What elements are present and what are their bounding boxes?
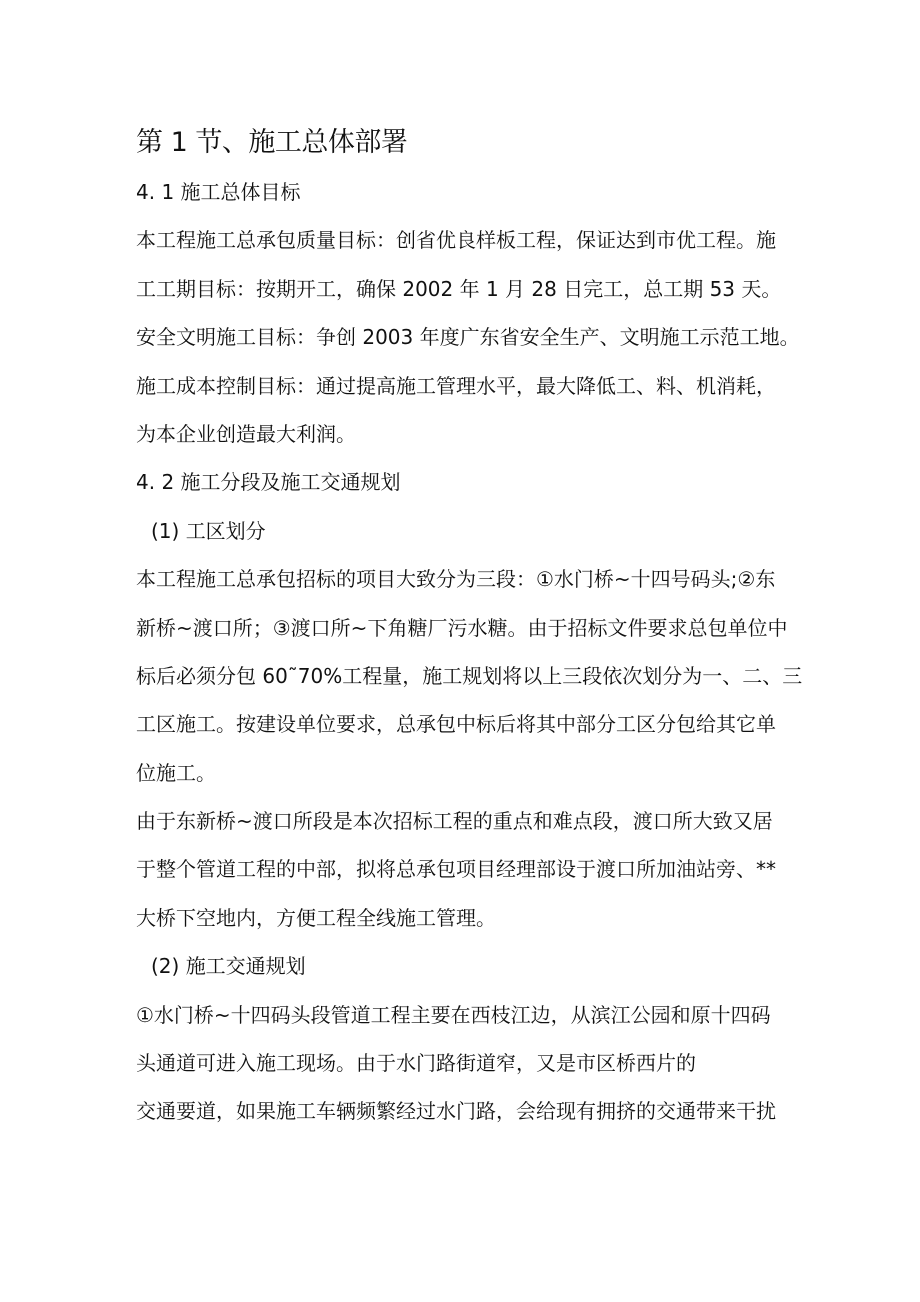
paragraph-line: 大桥下空地内，方便工程全线施工管理。 — [136, 905, 496, 930]
paragraph-line: 为本企业创造最大利润。 — [136, 421, 356, 446]
paragraph-line: 头通道可进入施工现场。由于水门路街道窄，又是市区桥西片的 — [136, 1051, 696, 1076]
item-heading: (1) 工区划分 — [151, 518, 266, 543]
section-title: 第 1 节、施工总体部署 — [136, 127, 408, 158]
paragraph-line: 工工期目标：按期开工，确保 2002 年 1 月 28 日完工，总工期 53 天。 — [136, 276, 782, 301]
paragraph-line: 由于东新桥~渡口所段是本次招标工程的重点和难点段，渡口所大致又居 — [136, 809, 773, 834]
paragraph-line: 标后必须分包 60˜70%工程量，施工规划将以上三段依次划分为一、二、三 — [136, 663, 803, 688]
paragraph-line: 本工程施工总承包招标的项目大致分为三段：①水门桥~十四号码头;②东 — [136, 567, 776, 592]
subsection-heading: 4. 1 施工总体目标 — [136, 180, 301, 204]
paragraph-line: ①水门桥~十四码头段管道工程主要在西枝江边，从滨江公园和原十四码 — [136, 1002, 771, 1027]
paragraph-line: 本工程施工总承包质量目标：创省优良样板工程，保证达到市优工程。施 — [136, 228, 776, 253]
subsection-heading: 4. 2 施工分段及施工交通规划 — [136, 470, 401, 495]
paragraph-line: 于整个管道工程的中部，拟将总承包项目经理部设于渡口所加油站旁、** — [136, 857, 776, 882]
paragraph-line: 新桥~渡口所；③渡口所~下角糖厂污水糖。由于招标文件要求总包单位中 — [136, 615, 788, 640]
paragraph-line: 位施工。 — [136, 760, 216, 785]
document-body — [136, 118, 803, 1136]
paragraph-line: 工区施工。按建设单位要求，总承包中标后将其中部分工区分包给其它单 — [136, 712, 776, 737]
item-heading: (2) 施工交通规划 — [151, 954, 306, 979]
paragraph-line: 安全文明施工目标：争创 2003 年度广东省安全生产、文明施工示范工地。 — [136, 325, 800, 350]
paragraph-line: 交通要道，如果施工车辆频繁经过水门路，会给现有拥挤的交通带来干扰 — [136, 1099, 776, 1124]
paragraph-line: 施工成本控制目标：通过提高施工管理水平，最大降低工、料、机消耗， — [136, 373, 776, 398]
